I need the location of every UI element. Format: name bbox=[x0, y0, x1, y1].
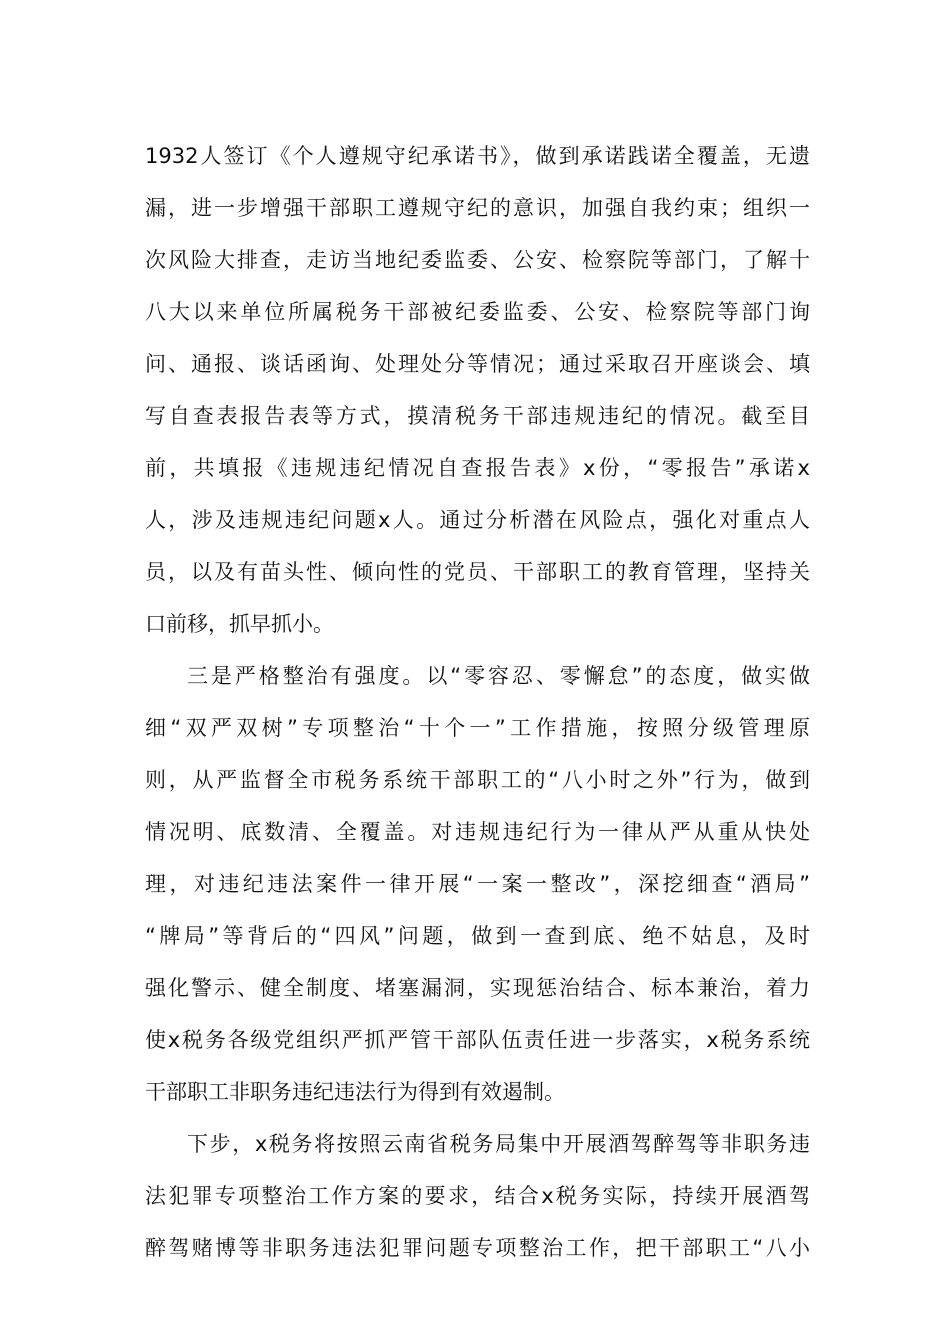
text-line: 1932人签订《个人遵规守纪承诺书》，做到承诺践诺全覆盖，无遗 bbox=[145, 144, 810, 168]
text-line: 理，对违纪违法案件一律开展“一案一整改”，深挖细查“酒局” bbox=[145, 872, 810, 896]
text-line: 使x税务各级党组织严抓严管干部队伍责任进一步落实，x税务系统 bbox=[145, 1028, 810, 1052]
text-line: 漏，进一步增强干部职工遵规守纪的意识，加强自我约束；组织一 bbox=[145, 196, 810, 220]
text-line: 写自查表报告表等方式，摸清税务干部违规违纪的情况。截至目 bbox=[145, 404, 810, 428]
text-line: 下步，x税务将按照云南省税务局集中开展酒驾醉驾等非职务违 bbox=[187, 1132, 810, 1156]
text-line: 细“双严双树”专项整治“十个一”工作措施，按照分级管理原 bbox=[145, 716, 810, 740]
text-line: “牌局”等背后的“四风”问题，做到一查到底、绝不姑息，及时 bbox=[145, 924, 810, 948]
text-line: 情况明、底数清、全覆盖。对违规违纪行为一律从严从重从快处 bbox=[145, 820, 810, 844]
text-line: 问、通报、谈话函询、处理处分等情况；通过采取召开座谈会、填 bbox=[145, 352, 810, 376]
text-line: 前，共填报《违规违纪情况自查报告表》x份，“零报告”承诺x bbox=[145, 456, 810, 480]
text-line: 则，从严监督全市税务系统干部职工的“八小时之外”行为，做到 bbox=[145, 768, 810, 792]
text-line: 员，以及有苗头性、倾向性的党员、干部职工的教育管理，坚持关 bbox=[145, 560, 810, 584]
text-line: 口前移，抓早抓小。 bbox=[145, 612, 334, 636]
text-line: 三是严格整治有强度。以“零容忍、零懈怠”的态度，做实做 bbox=[187, 664, 810, 688]
text-line: 强化警示、健全制度、堵塞漏洞，实现惩治结合、标本兼治，着力 bbox=[145, 976, 810, 1000]
text-line: 法犯罪专项整治工作方案的要求，结合x税务实际，持续开展酒驾 bbox=[145, 1184, 810, 1208]
text-line: 次风险大排查，走访当地纪委监委、公安、检察院等部门，了解十 bbox=[145, 248, 810, 272]
text-line: 八大以来单位所属税务干部被纪委监委、公安、检察院等部门询 bbox=[145, 300, 810, 324]
text-line: 醉驾赌博等非职务违法犯罪问题专项整治工作，把干部职工“八小 bbox=[145, 1236, 810, 1260]
text-line: 干部职工非职务违纪违法行为得到有效遏制。 bbox=[145, 1080, 565, 1104]
document-body bbox=[145, 130, 810, 1274]
text-line: 人，涉及违规违纪问题x人。通过分析潜在风险点，强化对重点人 bbox=[145, 508, 810, 532]
